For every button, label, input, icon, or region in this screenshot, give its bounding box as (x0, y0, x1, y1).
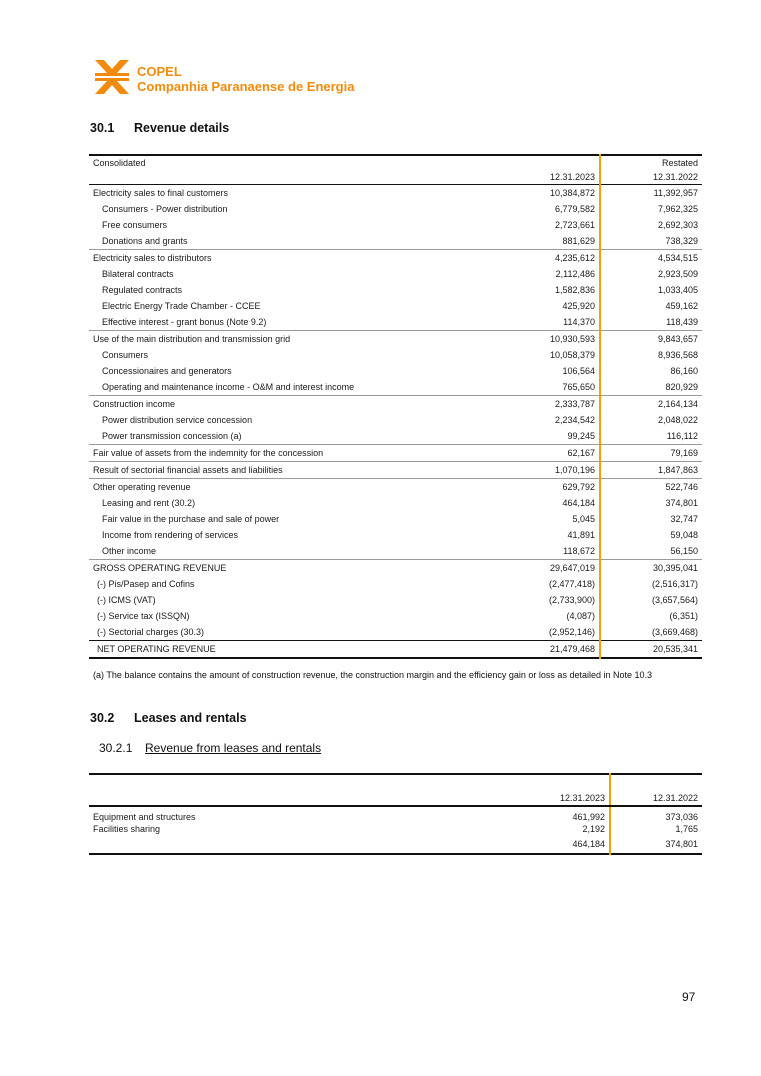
table-row (89, 560, 702, 577)
section-title: Leases and rentals (134, 711, 247, 725)
value-2022: 11,392,957 (653, 188, 698, 198)
value-2022: 373,036 (665, 812, 698, 822)
lease-revenue-table (89, 773, 702, 855)
table-row (89, 331, 702, 348)
value-2022: (2,516,317) (651, 579, 698, 589)
row-label: Facilities sharing (93, 824, 161, 834)
value-2023: 2,234,542 (501, 412, 600, 428)
footnote: (a) The balance contains the amount of construction revenue, the construction margin and the efficiency gain or loss as detailed in Note 10.3 (93, 670, 653, 680)
value-2022: 32,747 (670, 514, 698, 524)
value-2023: 461,992 (519, 811, 610, 823)
table-row (89, 608, 702, 624)
section-number: 30.1 (90, 121, 115, 135)
subsection-title: Revenue from leases and rentals (145, 741, 322, 755)
value-2023: 1,070,196 (501, 462, 600, 479)
brand-name: COPEL (137, 64, 182, 79)
column-header-2022: 12.31.2022 (600, 170, 702, 185)
column-header-2022: 12.31.2022 (610, 791, 702, 806)
section-heading-leases (90, 711, 247, 725)
value-2022: 522,746 (600, 479, 702, 496)
table-row (89, 363, 702, 379)
row-label: Concessionaires and generators (102, 366, 232, 376)
table-row (89, 592, 702, 608)
row-label: (-) Pis/Pasep and Cofins (97, 579, 195, 589)
row-label: Construction income (89, 396, 501, 413)
value-2023: (2,952,146) (501, 624, 600, 641)
restated-label: Restated (661, 158, 698, 168)
table-row (89, 412, 702, 428)
value-2023: 114,370 (501, 314, 600, 331)
value-2023: 2,333,787 (501, 396, 600, 413)
table-row (89, 282, 702, 298)
value-2022: 59,048 (670, 530, 698, 540)
row-label: Electric Energy Trade Chamber - CCEE (102, 301, 261, 311)
value-2023: 2,192 (519, 823, 610, 835)
table-row (89, 527, 702, 543)
value-2023: 1,582,836 (501, 282, 600, 298)
total-2022: 374,801 (665, 839, 698, 849)
table-row (89, 624, 702, 641)
value-2022: 79,169 (600, 445, 702, 462)
table-row (89, 379, 702, 396)
row-label: Regulated contracts (102, 285, 183, 295)
value-2022: 4,534,515 (600, 250, 702, 267)
table-row (89, 217, 702, 233)
row-label: Consumers - Power distribution (102, 204, 228, 214)
value-2022: 2,164,134 (600, 396, 702, 413)
row-label: (-) ICMS (VAT) (97, 595, 156, 605)
section-number: 30.2 (90, 711, 115, 725)
value-2023: 62,167 (501, 445, 600, 462)
company-name: Companhia Paranaense de Energia (137, 79, 355, 94)
value-2023: 99,245 (501, 428, 600, 445)
table-row (89, 185, 702, 202)
row-label: Consumers (102, 350, 149, 360)
value-2022: 20,535,341 (600, 641, 702, 659)
row-label: Other operating revenue (89, 479, 501, 496)
row-label: Income from rendering of services (102, 530, 239, 540)
value-2023: 10,384,872 (501, 185, 600, 202)
row-label: Result of sectorial financial assets and liabilities (89, 462, 501, 479)
row-label: Fair value in the purchase and sale of power (102, 514, 280, 524)
table-row (89, 266, 702, 282)
page-number: 97 (682, 990, 696, 1004)
value-2022: 1,765 (675, 824, 698, 834)
row-label: NET OPERATING REVENUE (89, 641, 501, 659)
copel-logo-icon (93, 59, 131, 95)
row-label: Bilateral contracts (102, 269, 174, 279)
value-2023: 41,891 (501, 527, 600, 543)
row-label: GROSS OPERATING REVENUE (89, 560, 501, 577)
row-label: Equipment and structures (93, 812, 196, 822)
row-label: Electricity sales to final customers (93, 188, 229, 198)
column-header-2023: 12.31.2023 (519, 791, 610, 806)
value-2022: (3,669,468) (651, 627, 698, 637)
value-2023: 29,647,019 (501, 560, 600, 577)
table-row (89, 233, 702, 250)
value-2023: (4,087) (501, 608, 600, 624)
value-2023: 10,058,379 (501, 347, 600, 363)
table-row (89, 495, 702, 511)
value-2022: 374,801 (665, 498, 698, 508)
value-2023: 629,792 (501, 479, 600, 496)
table-row (89, 811, 702, 823)
value-2022: 86,160 (670, 366, 698, 376)
table-row (89, 250, 702, 267)
value-2022: 9,843,657 (600, 331, 702, 348)
table-row (89, 511, 702, 527)
total-row (89, 835, 702, 854)
value-2023: 2,723,661 (501, 217, 600, 233)
value-2023: 118,672 (501, 543, 600, 560)
value-2022: 118,439 (666, 317, 698, 327)
value-2022: (6,351) (669, 611, 698, 621)
table-row (89, 428, 702, 445)
value-2023: 106,564 (501, 363, 600, 379)
value-2022: 459,162 (665, 301, 698, 311)
row-label: Operating and maintenance income - O&M and interest income (102, 382, 355, 392)
revenue-details-table (89, 154, 702, 659)
table-row (89, 576, 702, 592)
value-2023: 2,112,486 (501, 266, 600, 282)
table-row (89, 543, 702, 560)
value-2023: 425,920 (501, 298, 600, 314)
table-row (89, 201, 702, 217)
subsection-number: 30.2.1 (99, 741, 133, 755)
table-label: Consolidated (93, 158, 146, 168)
value-2022: 1,033,405 (657, 285, 698, 295)
table-row (89, 445, 702, 462)
total-2023: 464,184 (519, 835, 610, 854)
table-row (89, 314, 702, 331)
row-label: Electricity sales to distributors (89, 250, 501, 267)
value-2023: 21,479,468 (501, 641, 600, 659)
table-row (89, 396, 702, 413)
row-label: (-) Service tax (ISSQN) (97, 611, 190, 621)
value-2022: (3,657,564) (651, 595, 698, 605)
table-row (89, 298, 702, 314)
section-title: Revenue details (134, 121, 230, 135)
value-2022: 2,923,509 (657, 269, 698, 279)
row-label: Leasing and rent (30.2) (102, 498, 196, 508)
value-2022: 30,395,041 (600, 560, 702, 577)
value-2023: 6,779,582 (501, 201, 600, 217)
value-2022: 7,962,325 (657, 204, 698, 214)
value-2023: (2,477,418) (501, 576, 600, 592)
row-label: Use of the main distribution and transmission grid (89, 331, 501, 348)
table-row (89, 823, 702, 835)
row-label: Power distribution service concession (102, 415, 253, 425)
value-2022: 1,847,863 (600, 462, 702, 479)
value-2023: 881,629 (501, 233, 600, 250)
value-2022: 738,329 (665, 236, 698, 246)
subsection-heading-lease-revenue (99, 741, 321, 755)
row-label: Effective interest - grant bonus (Note 9.2) (102, 317, 267, 327)
value-2023: 5,045 (501, 511, 600, 527)
table-row (89, 479, 702, 496)
value-2022: 820,929 (665, 382, 698, 392)
value-2023: 464,184 (501, 495, 600, 511)
row-label: Fair value of assets from the indemnity for the concession (89, 445, 501, 462)
row-label: Power transmission concession (a) (102, 431, 242, 441)
column-header-2023: 12.31.2023 (501, 170, 600, 185)
value-2023: 765,650 (501, 379, 600, 396)
table-row (89, 462, 702, 479)
value-2022: 2,692,303 (657, 220, 698, 230)
value-2023: (2,733,900) (501, 592, 600, 608)
row-label: Other income (102, 546, 157, 556)
table-row (89, 641, 702, 659)
value-2022: 2,048,022 (657, 415, 698, 425)
value-2023: 10,930,593 (501, 331, 600, 348)
row-label: (-) Sectorial charges (30.3) (97, 627, 205, 637)
value-2022: 116,112 (666, 431, 698, 441)
value-2022: 8,936,568 (657, 350, 698, 360)
row-label: Donations and grants (102, 236, 188, 246)
table-row (89, 347, 702, 363)
value-2022: 56,150 (670, 546, 698, 556)
value-2023: 4,235,612 (501, 250, 600, 267)
row-label: Free consumers (102, 220, 168, 230)
section-heading-revenue-details (90, 121, 229, 135)
